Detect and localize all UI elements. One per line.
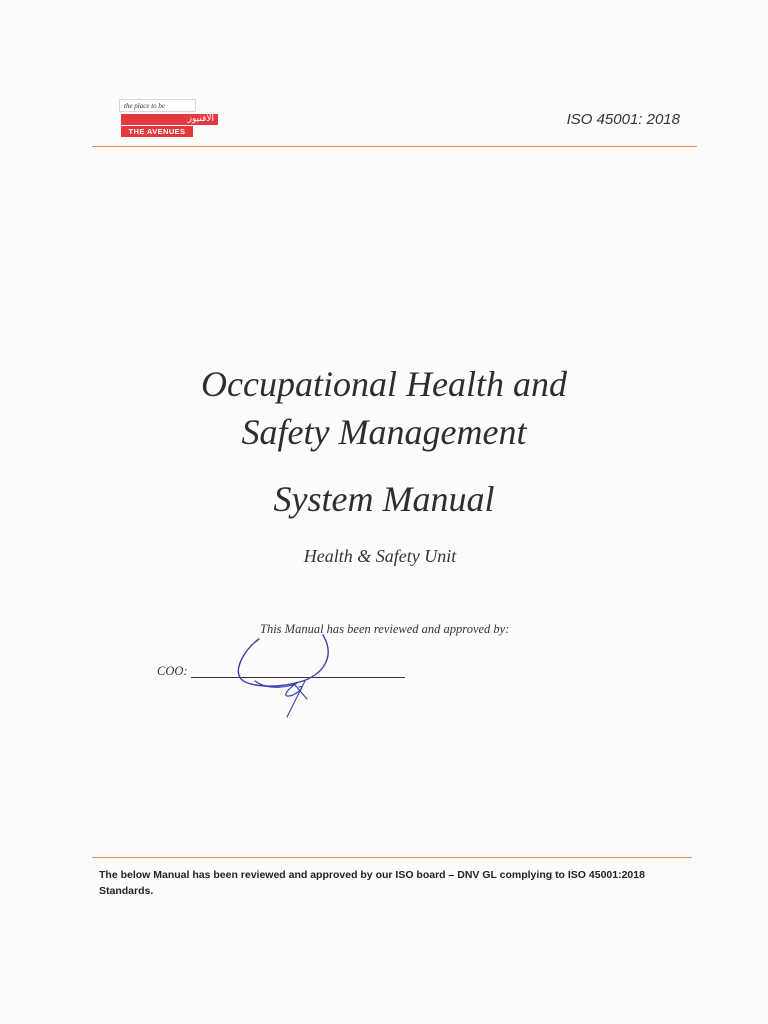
title-line-2: Safety Management [241, 412, 527, 452]
the-avenues-logo [119, 99, 219, 139]
handwritten-signature [225, 625, 345, 720]
approval-statement: This Manual has been reviewed and approved by: [260, 622, 510, 636]
logo-arabic-name: الأفنيوز [121, 114, 218, 125]
logo-tagline: the place to be [119, 99, 196, 112]
coo-label: COO: [157, 664, 188, 678]
logo-name: THE AVENUES [121, 126, 193, 137]
footer-divider [92, 857, 692, 858]
title-line-1: Occupational Health and [201, 364, 567, 404]
iso-standard-header: ISO 45001: 2018 [566, 111, 680, 128]
title-line-3: System Manual [273, 479, 495, 519]
header-divider [92, 146, 697, 147]
footer-approval-note: The below Manual has been reviewed and approved by our ISO board – DNV GL complying to ISO 45001:2018 Standards. [99, 869, 645, 897]
unit-subtitle: Health & Safety Unit [303, 546, 457, 566]
